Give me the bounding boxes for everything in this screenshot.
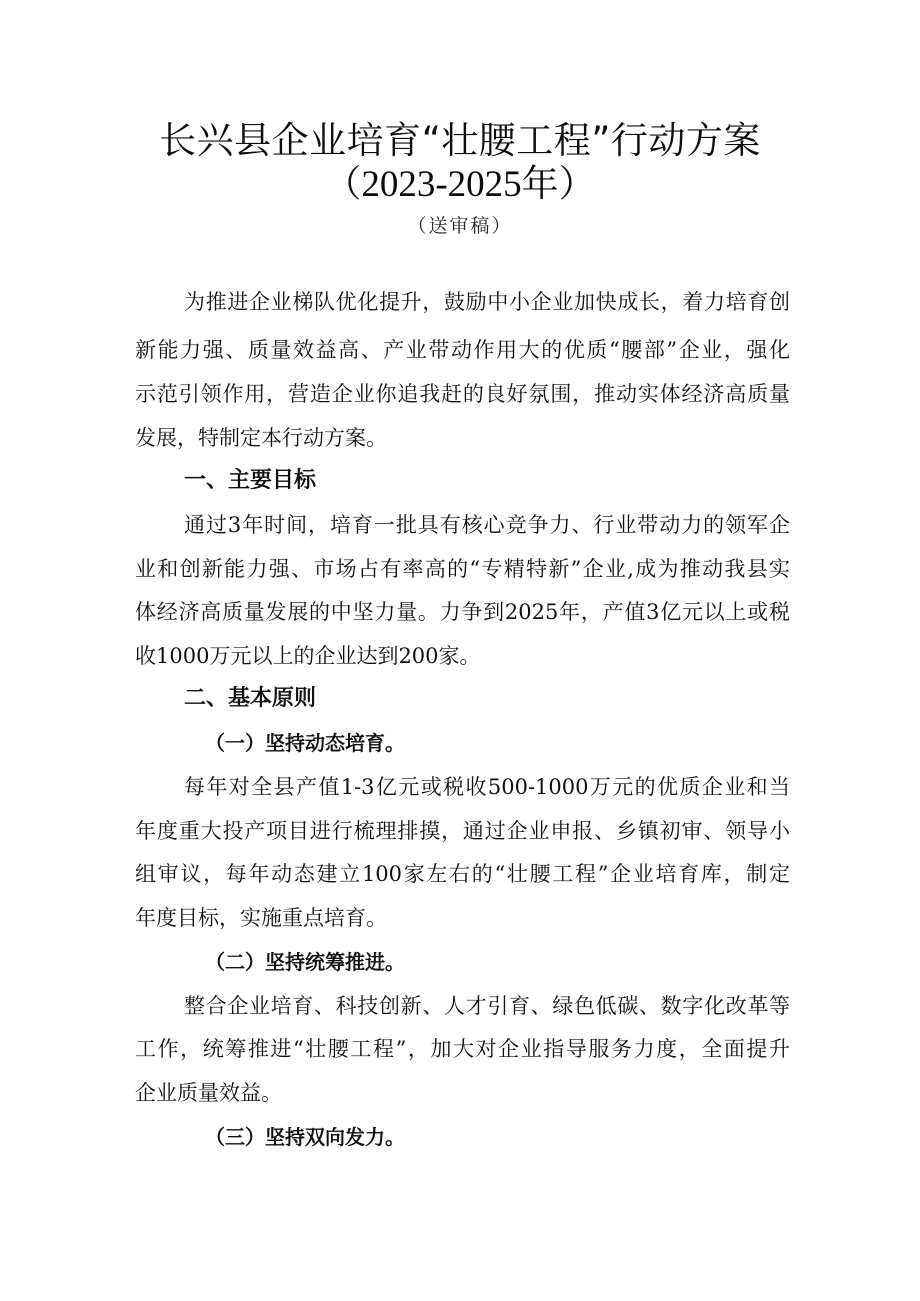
body-line: 年度重大投产项目进行梳理排摸，通过企业申报、乡镇初审、领导小 <box>135 819 790 843</box>
document-title: 长兴县企业培育“壮腰工程”行动方案 <box>159 119 761 162</box>
subsection-heading: （三）坚持双向发力。 <box>205 1125 405 1149</box>
intro-line: 为推进企业梯队优化提升，鼓励中小企业加快成长，着力培育创 <box>184 290 790 314</box>
section-heading-goals: 一、主要目标 <box>184 468 317 493</box>
body-line: 工作，统筹推进“壮腰工程”，加大对企业指导服务力度，全面提升 <box>135 1037 790 1061</box>
draft-note: （送审稿） <box>407 215 513 237</box>
section-heading-principles: 二、基本原则 <box>184 686 317 711</box>
intro-line: 示范引领作用，营造企业你追我赶的良好氛围，推动实体经济高质量 <box>135 382 790 406</box>
body-line: 体经济高质量发展的中坚力量。力争到2025年，产值3亿元以上或税 <box>135 600 790 624</box>
body-line: 整合企业培育、科技创新、人才引育、绿色低碳、数字化改革等 <box>184 994 790 1018</box>
intro-line: 发展，特制定本行动方案。 <box>135 426 387 450</box>
document-subtitle: （2023-2025年） <box>324 164 596 205</box>
body-line: 业和创新能力强、市场占有率高的“专精特新”企业,成为推动我县实 <box>135 557 790 581</box>
body-line: 年度目标，实施重点培育。 <box>135 906 387 930</box>
body-line: 企业质量效益。 <box>135 1081 282 1105</box>
body-line: 收1000万元以上的企业达到200家。 <box>135 644 481 668</box>
intro-line: 新能力强、质量效益高、产业带动作用大的优质“腰部”企业，强化 <box>135 338 790 362</box>
body-line: 组审议，每年动态建立100家左右的“壮腰工程”企业培育库，制定 <box>135 862 790 886</box>
subsection-heading: （二）坚持统筹推进。 <box>205 950 405 974</box>
subsection-heading: （一）坚持动态培育。 <box>205 731 405 755</box>
body-line: 通过3年时间，培育一批具有核心竞争力、行业带动力的领军企 <box>184 513 790 537</box>
body-line: 每年对全县产值1-3亿元或税收500-1000万元的优质企业和当 <box>184 775 790 799</box>
